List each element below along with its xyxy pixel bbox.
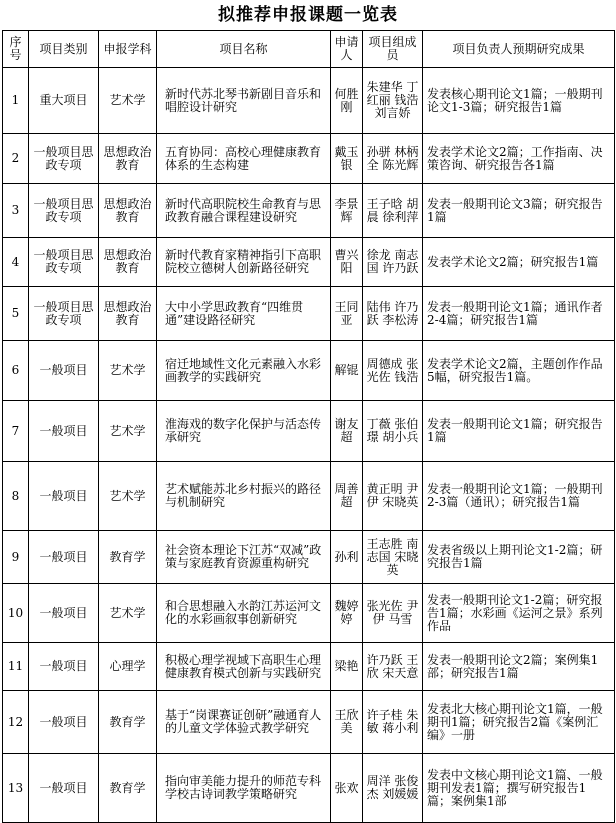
cell-name: 社会资本理论下江苏“双减”政策与家庭教育资源重构研究 xyxy=(157,531,331,584)
cell-members: 黄正明 尹伊 宋晓英 xyxy=(363,462,423,531)
cell-applicant: 周善超 xyxy=(331,462,363,531)
table-row xyxy=(3,134,615,184)
table-row xyxy=(3,754,615,823)
cell-applicant: 谢友超 xyxy=(331,401,363,462)
cell-no: 13 xyxy=(3,754,29,823)
table-row xyxy=(3,462,615,531)
cell-applicant: 王同亚 xyxy=(331,287,363,341)
cell-outcome: 发表学术论文2篇；研究报告1篇 xyxy=(423,238,615,287)
table-row xyxy=(3,184,615,238)
cell-name: 宿迁地域性文化元素融入水彩画教学的实践研究 xyxy=(157,341,331,401)
cell-members: 张光佐 尹伊 马雪 xyxy=(363,584,423,643)
cell-name: 五育协同：高校心理健康教育体系的生态构建 xyxy=(157,134,331,184)
table-row xyxy=(3,584,615,643)
page-title: 拟推荐申报课题一览表 xyxy=(218,5,398,25)
header-type: 项目类别 xyxy=(29,31,99,68)
cell-no: 3 xyxy=(3,184,29,238)
cell-outcome: 发表北大核心期刊论文1篇，一般期刊1篇；研究报告2篇《案例汇编》一册 xyxy=(423,691,615,754)
cell-outcome: 发表一般期刊论文1篇；研究报告1篇 xyxy=(423,401,615,462)
cell-members: 王子晗 胡晨 徐利萍 xyxy=(363,184,423,238)
cell-type: 一般项目思政专项 xyxy=(29,134,99,184)
cell-subject: 教育学 xyxy=(99,691,157,754)
header-no: 序号 xyxy=(3,31,29,68)
cell-name: 艺术赋能苏北乡村振兴的路径与机制研究 xyxy=(157,462,331,531)
cell-members: 孙骈 林柄全 陈光辉 xyxy=(363,134,423,184)
cell-subject: 艺术学 xyxy=(99,584,157,643)
cell-subject: 思想政治教育 xyxy=(99,287,157,341)
cell-subject: 思想政治教育 xyxy=(99,238,157,287)
header-subject: 申报学科 xyxy=(99,31,157,68)
cell-applicant: 李景辉 xyxy=(331,184,363,238)
cell-type: 一般项目 xyxy=(29,584,99,643)
cell-subject: 教育学 xyxy=(99,531,157,584)
cell-members: 周德成 张光佐 钱浩 xyxy=(363,341,423,401)
cell-outcome: 发表一般期刊论文2篇；案例集1部；研究报告1篇 xyxy=(423,643,615,691)
cell-applicant: 魏婷婷 xyxy=(331,584,363,643)
cell-applicant: 解锟 xyxy=(331,341,363,401)
cell-subject: 心理学 xyxy=(99,643,157,691)
table-row xyxy=(3,341,615,401)
table-row xyxy=(3,643,615,691)
cell-applicant: 何胜刚 xyxy=(331,68,363,134)
cell-type: 一般项目 xyxy=(29,462,99,531)
cell-no: 4 xyxy=(3,238,29,287)
cell-members: 陆伟 许乃跃 李松涛 xyxy=(363,287,423,341)
cell-no: 6 xyxy=(3,341,29,401)
cell-outcome: 发表一般期刊论文3篇；研究报告1篇 xyxy=(423,184,615,238)
cell-outcome: 发表中文核心期刊论文1篇、一般期刊发表1篇；撰写研究报告1篇；案例集1部 xyxy=(423,754,615,823)
cell-applicant: 张欢 xyxy=(331,754,363,823)
cell-type: 一般项目思政专项 xyxy=(29,184,99,238)
project-table xyxy=(2,30,615,823)
cell-no: 9 xyxy=(3,531,29,584)
cell-type: 重大项目 xyxy=(29,68,99,134)
table-row xyxy=(3,287,615,341)
table-row xyxy=(3,238,615,287)
cell-no: 10 xyxy=(3,584,29,643)
cell-no: 8 xyxy=(3,462,29,531)
cell-type: 一般项目 xyxy=(29,643,99,691)
cell-members: 周洋 张俊杰 刘媛媛 xyxy=(363,754,423,823)
cell-members: 王志胜 南志国 宋晓英 xyxy=(363,531,423,584)
cell-name: 新时代苏北琴书新剧目音乐和唱腔设计研究 xyxy=(157,68,331,134)
cell-name: 新时代教育家精神指引下高职院校立德树人创新路径研究 xyxy=(157,238,331,287)
cell-type: 一般项目思政专项 xyxy=(29,287,99,341)
cell-no: 7 xyxy=(3,401,29,462)
cell-outcome: 发表学术论文2篇；工作指南、决策咨询、研究报告各1篇 xyxy=(423,134,615,184)
table-row xyxy=(3,68,615,134)
cell-type: 一般项目 xyxy=(29,531,99,584)
cell-subject: 艺术学 xyxy=(99,462,157,531)
cell-no: 2 xyxy=(3,134,29,184)
cell-outcome: 发表学术论文2篇，主题创作作品5幅，研究报告1篇。 xyxy=(423,341,615,401)
cell-subject: 思想政治教育 xyxy=(99,134,157,184)
cell-name: 和合思想融入水韵江苏运河文化的水彩画叙事创新研究 xyxy=(157,584,331,643)
cell-type: 一般项目 xyxy=(29,691,99,754)
cell-outcome: 发表核心期刊论文1篇；一般期刊论文1-3篇；研究报告1篇 xyxy=(423,68,615,134)
cell-applicant: 曹兴阳 xyxy=(331,238,363,287)
header-outcome: 项目负责人预期研究成果 xyxy=(423,31,615,68)
header-members: 项目组成员 xyxy=(363,31,423,68)
cell-name: 大中小学思政教育“四维贯通”建设路径研究 xyxy=(157,287,331,341)
cell-subject: 艺术学 xyxy=(99,68,157,134)
table-row xyxy=(3,401,615,462)
cell-no: 11 xyxy=(3,643,29,691)
cell-no: 1 xyxy=(3,68,29,134)
cell-outcome: 发表一般期刊论文1篇；一般期刊2-3篇（通讯）；研究报告1篇 xyxy=(423,462,615,531)
cell-applicant: 戴玉银 xyxy=(331,134,363,184)
cell-subject: 艺术学 xyxy=(99,401,157,462)
cell-members: 许子桂 朱敏 蒋小利 xyxy=(363,691,423,754)
cell-no: 12 xyxy=(3,691,29,754)
cell-members: 朱建华 丁红丽 钱浩 刘言娇 xyxy=(363,68,423,134)
header-name: 项目名称 xyxy=(157,31,331,68)
cell-subject: 艺术学 xyxy=(99,341,157,401)
cell-name: 新时代高职院校生命教育与思政教育融合课程建设研究 xyxy=(157,184,331,238)
header-row xyxy=(3,31,615,68)
cell-applicant: 王欣美 xyxy=(331,691,363,754)
header-applicant: 申请人 xyxy=(331,31,363,68)
cell-outcome: 发表一般期刊论文1篇；通讯作者2-4篇；研究报告1篇 xyxy=(423,287,615,341)
cell-no: 5 xyxy=(3,287,29,341)
cell-applicant: 梁艳 xyxy=(331,643,363,691)
cell-members: 许乃跃 王欣 宋天意 xyxy=(363,643,423,691)
cell-outcome: 发表省级以上期刊论文1-2篇；研究报告1篇 xyxy=(423,531,615,584)
cell-type: 一般项目 xyxy=(29,341,99,401)
table-row xyxy=(3,691,615,754)
cell-name: 基于“岗课赛证创研”融通育人的儿童文学体验式教学研究 xyxy=(157,691,331,754)
cell-subject: 教育学 xyxy=(99,754,157,823)
table-row xyxy=(3,531,615,584)
cell-members: 丁薇 张伯璟 胡小兵 xyxy=(363,401,423,462)
cell-type: 一般项目 xyxy=(29,754,99,823)
cell-type: 一般项目 xyxy=(29,401,99,462)
cell-name: 积极心理学视域下高职生心理健康教育模式创新与实践研究 xyxy=(157,643,331,691)
cell-outcome: 发表一般期刊论文1-2篇；研究报告1篇；水彩画《运河之景》系列作品 xyxy=(423,584,615,643)
cell-type: 一般项目思政专项 xyxy=(29,238,99,287)
cell-members: 徐龙 南志国 许乃跃 xyxy=(363,238,423,287)
cell-name: 指向审美能力提升的师范专科学校古诗词教学策略研究 xyxy=(157,754,331,823)
cell-subject: 思想政治教育 xyxy=(99,184,157,238)
cell-applicant: 孙利 xyxy=(331,531,363,584)
cell-name: 淮海戏的数字化保护与活态传承研究 xyxy=(157,401,331,462)
